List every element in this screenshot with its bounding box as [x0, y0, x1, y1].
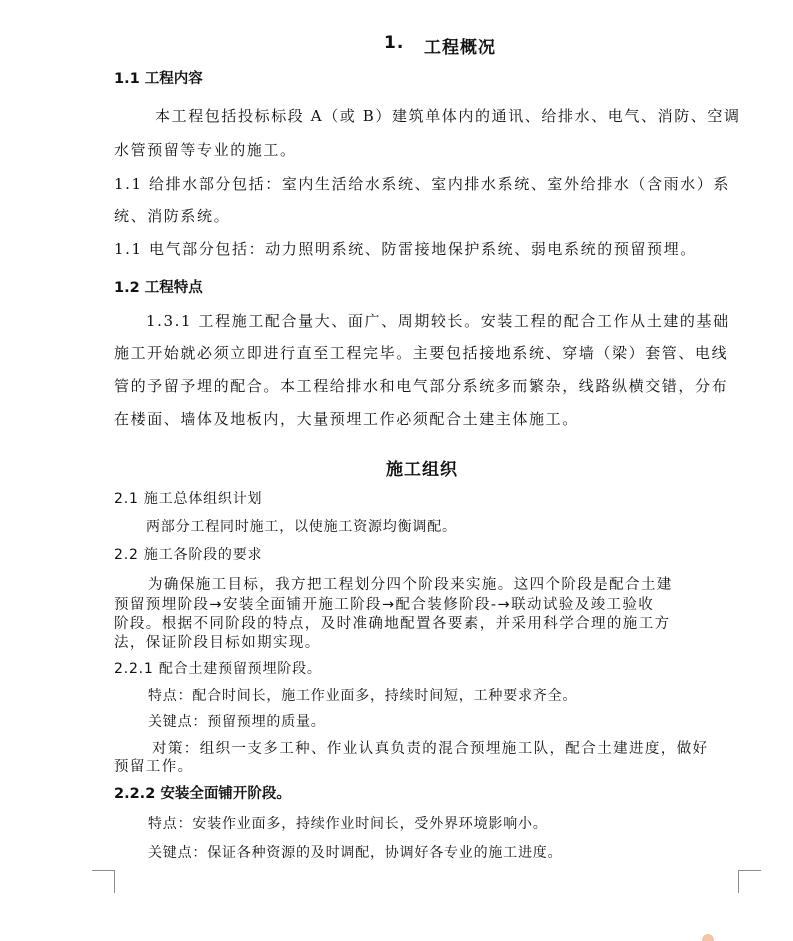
paragraph-line: 为确保施工目标，我方把工程划分四个阶段来实施。这四个阶段是配合土建 — [148, 577, 673, 593]
page-edge-artifact — [702, 934, 714, 941]
paragraph-line: 管的予留予埋的配合。本工程给排水和电气部分系统多而繁杂，线路纵横交错，分布 — [114, 377, 729, 395]
paragraph-line: 水管预留等专业的施工。 — [114, 141, 297, 159]
paragraph-line: 本工程包括投标标段 A（或 B）建筑单体内的通讯、给排水、电气、消防、空调 — [155, 107, 741, 125]
page-corner-mark-right — [738, 870, 761, 893]
paragraph-line: 在楼面、墙体及地板内，大量预埋工作必须配合土建主体施工。 — [114, 410, 579, 428]
paragraph-line: 对策：组织一支多工种、作业认真负责的混合预埋施工队，配合土建进度，做好 — [152, 741, 709, 757]
paragraph-line: 统、消防系统。 — [114, 207, 231, 225]
paragraph-line: 施工开始就必须立即进行直至工程完毕。主要包括接地系统、穿墙（梁）套管、电线 — [114, 344, 729, 362]
paragraph-line: 法，保证阶段目标如期实现。 — [114, 635, 321, 651]
heading-1-1: 1.1 工程内容 — [114, 71, 203, 87]
heading-1-2: 1.2 工程特点 — [114, 280, 203, 296]
paragraph-line: 特点：配合时间长，施工作业面多，持续时间短，工种要求齐全。 — [148, 688, 578, 704]
paragraph-line: 1.3.1 工程施工配合量大、面广、周期较长。安装工程的配合工作从土建的基础 — [146, 312, 730, 330]
heading-2-2: 2.2 施工各阶段的要求 — [114, 547, 263, 563]
heading-2-2-1: 2.2.1 配合土建预留预埋阶段。 — [114, 661, 322, 677]
document-title: 工程概况 — [424, 38, 496, 58]
paragraph-line: 预留工作。 — [114, 759, 194, 775]
section-title-2: 施工组织 — [386, 460, 458, 480]
paragraph-line: 1.1 电气部分包括：动力照明系统、防雷接地保护系统、弱电系统的预留预埋。 — [114, 240, 697, 258]
paragraph-line: 阶段。根据不同阶段的特点，及时准确地配置各要素，并采用科学合理的施工方 — [114, 616, 671, 632]
paragraph-line: 1.1 给排水部分包括：室内生活给水系统、室内排水系统、室外给排水（含雨水）系 — [114, 175, 731, 193]
paragraph-line: 特点：安装作业面多，持续作业时间长，受外界环境影响小。 — [148, 816, 548, 832]
paragraph-line: 两部分工程同时施工，以使施工资源均衡调配。 — [146, 519, 457, 535]
page-corner-mark-left — [92, 870, 115, 893]
section-number: 1. — [384, 33, 405, 53]
paragraph-line: 关键点：保证各种资源的及时调配，协调好各专业的施工进度。 — [148, 845, 563, 861]
paragraph-line: 预留预埋阶段→安装全面铺开施工阶段→配合装修阶段-→联动试验及竣工验收 — [114, 597, 655, 613]
paragraph-line: 关键点：预留预埋的质量。 — [148, 714, 326, 730]
heading-2-2-2: 2.2.2 安装全面铺开阶段。 — [114, 786, 291, 802]
heading-2-1: 2.1 施工总体组织计划 — [114, 491, 263, 507]
